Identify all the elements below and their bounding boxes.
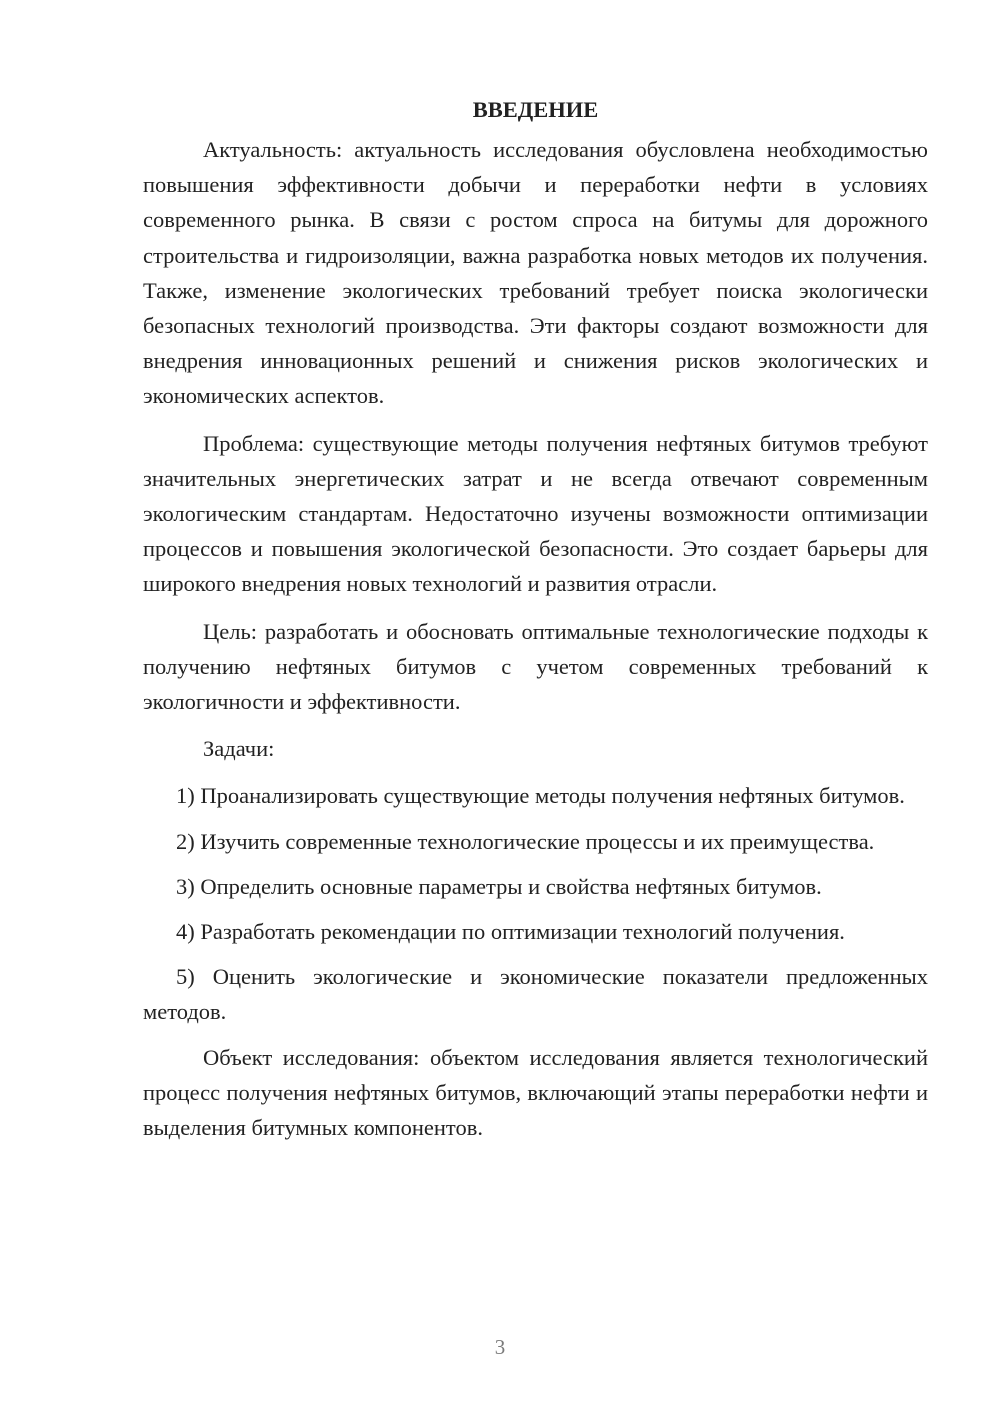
task-item-5: 5) Оценить экологические и экономические показатели предложенных методов. xyxy=(143,964,928,1025)
task-item-3: 3) Определить основные параметры и свойства нефтяных битумов. xyxy=(176,873,822,899)
task-item-4: 4) Разработать рекомендации по оптимизации технологий получения. xyxy=(176,919,845,945)
goal-paragraph: Цель: разработать и обосновать оптимальные технологические подходы к получению нефтяных битумов с учетом современных требований к экологичности и эффективности. xyxy=(143,618,928,715)
object-paragraph: Объект исследования: объектом исследования является технологический процесс получения нефтяных битумов, включающий этапы переработки нефти и выделения битумных компонентов. xyxy=(143,1044,928,1141)
page-number: 3 xyxy=(494,1335,506,1359)
tasks-heading: Задачи: xyxy=(203,736,275,762)
relevance-paragraph: Актуальность: актуальность исследования обусловлена необходимостью повышения эффективности добычи и переработки нефти в условиях современного рынка. В связи с ростом спроса на битумы для дорожного строительства и гидроизоляции, важна разработка новых методов их получения. Также, изменение экологических требований требует поиска экологически безопасных технологий производства. Эти факторы создают возможности для внедрения инновационных решений и снижения рисков экологических и экономических аспектов. xyxy=(143,137,928,409)
problem-paragraph: Проблема: существующие методы получения нефтяных битумов требуют значительных энергетических затрат и не всегда отвечают современным экологическим стандартам. Недостаточно изучены возможности оптимизации процессов и повышения экологической безопасности. Это создает барьеры для широкого внедрения новых технологий и развития отрасли. xyxy=(143,430,928,597)
section-title: ВВЕДЕНИЕ xyxy=(472,97,599,122)
task-item-1: 1) Проанализировать существующие методы получения нефтяных битумов. xyxy=(176,783,905,809)
page-content xyxy=(143,92,928,1157)
task-item-2: 2) Изучить современные технологические процессы и их преимущества. xyxy=(176,828,875,854)
